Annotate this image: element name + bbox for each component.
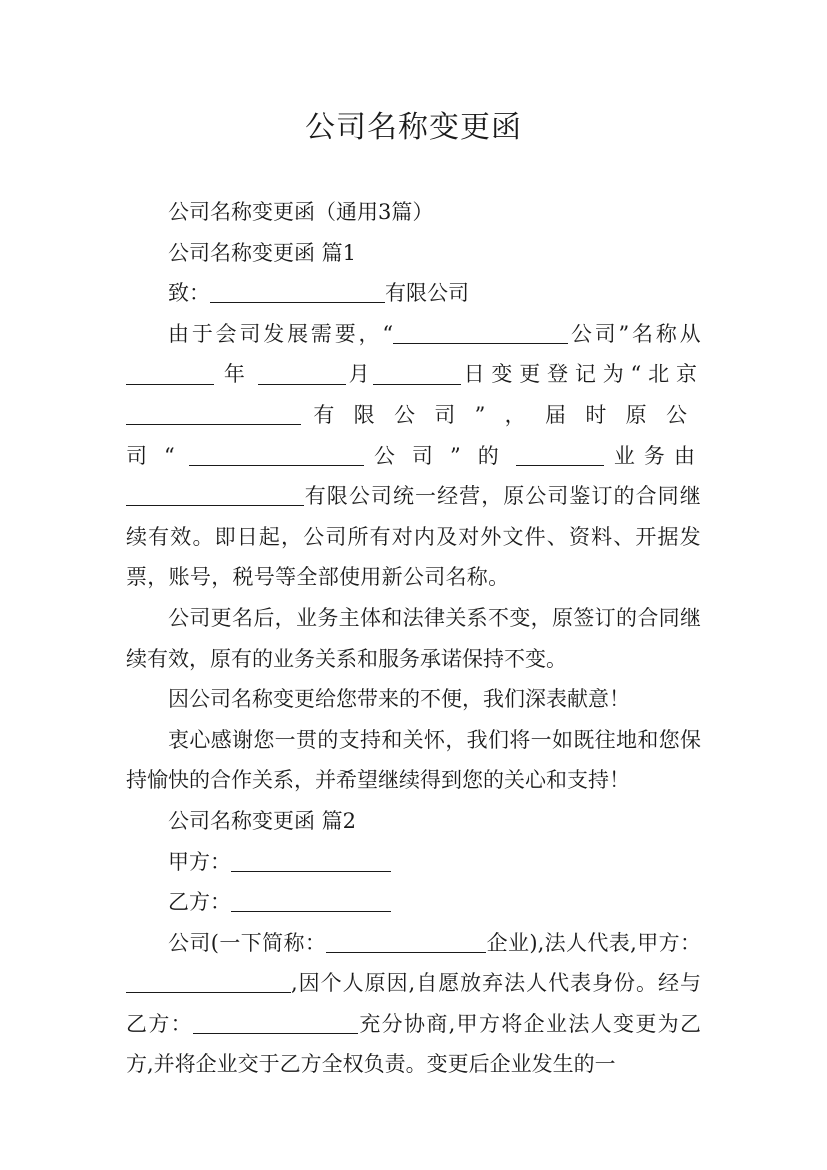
addressee-line: 致： 有限公司 — [168, 281, 469, 306]
blank-line — [393, 321, 568, 344]
blank-line — [189, 443, 364, 466]
blank-line — [516, 443, 604, 466]
blank-line — [258, 361, 346, 384]
section2-heading: 公司名称变更函 篇2 — [168, 808, 357, 833]
blank-line — [231, 849, 391, 872]
paragraph-3: 因公司名称变更给您带来的不便，我们深表献意！ — [168, 687, 630, 712]
paragraph-1: 由于会司发展需要，“ 公司”名称从 年 月 日变更登记为“北京 有限公司”，届时原公司“ 公司”的 业务由有限公司统一经营，原公司鉴订的合同继续有效。即日起，公司所有对内及对外文件、资料、开据发票，账号，税号等全部使用新公司名称。 — [126, 321, 701, 590]
blank-line — [326, 930, 486, 953]
section1-heading: 公司名称变更函 篇1 — [168, 240, 357, 265]
blank-line — [373, 361, 461, 384]
party-a-line: 甲方： — [126, 842, 701, 883]
blank-line — [210, 280, 385, 303]
blank-line — [126, 970, 291, 993]
subtitle: 公司名称变更函（通用3篇） — [168, 200, 434, 224]
document-body — [126, 192, 701, 1085]
paragraph-2: 公司更名后，业务主体和法律关系不变，原签订的合同继续有效，原有的业务关系和服务承诺保持不变。 — [126, 605, 701, 671]
blank-line — [126, 402, 301, 425]
blank-line — [193, 1011, 358, 1034]
paragraph-4: 衷心感谢您一贯的支持和关怀，我们将一如既往地和您保持愉快的合作关系，并希望继续得到您的关心和支持！ — [126, 727, 701, 793]
document-title: 公司名称变更函 — [305, 110, 522, 145]
blank-line — [231, 889, 391, 912]
blank-line — [126, 361, 214, 384]
party-b-line: 乙方： — [126, 882, 701, 923]
blank-line — [126, 483, 304, 506]
paragraph-5: 公司(一下简称： 企业),法人代表,甲方：,因个人原因,自愿放弃法人代表身份。经与乙方： 充分协商,甲方将企业法人变更为乙方,并将企业交于乙方全权负责。变更后企业发生的一 — [126, 930, 701, 1077]
